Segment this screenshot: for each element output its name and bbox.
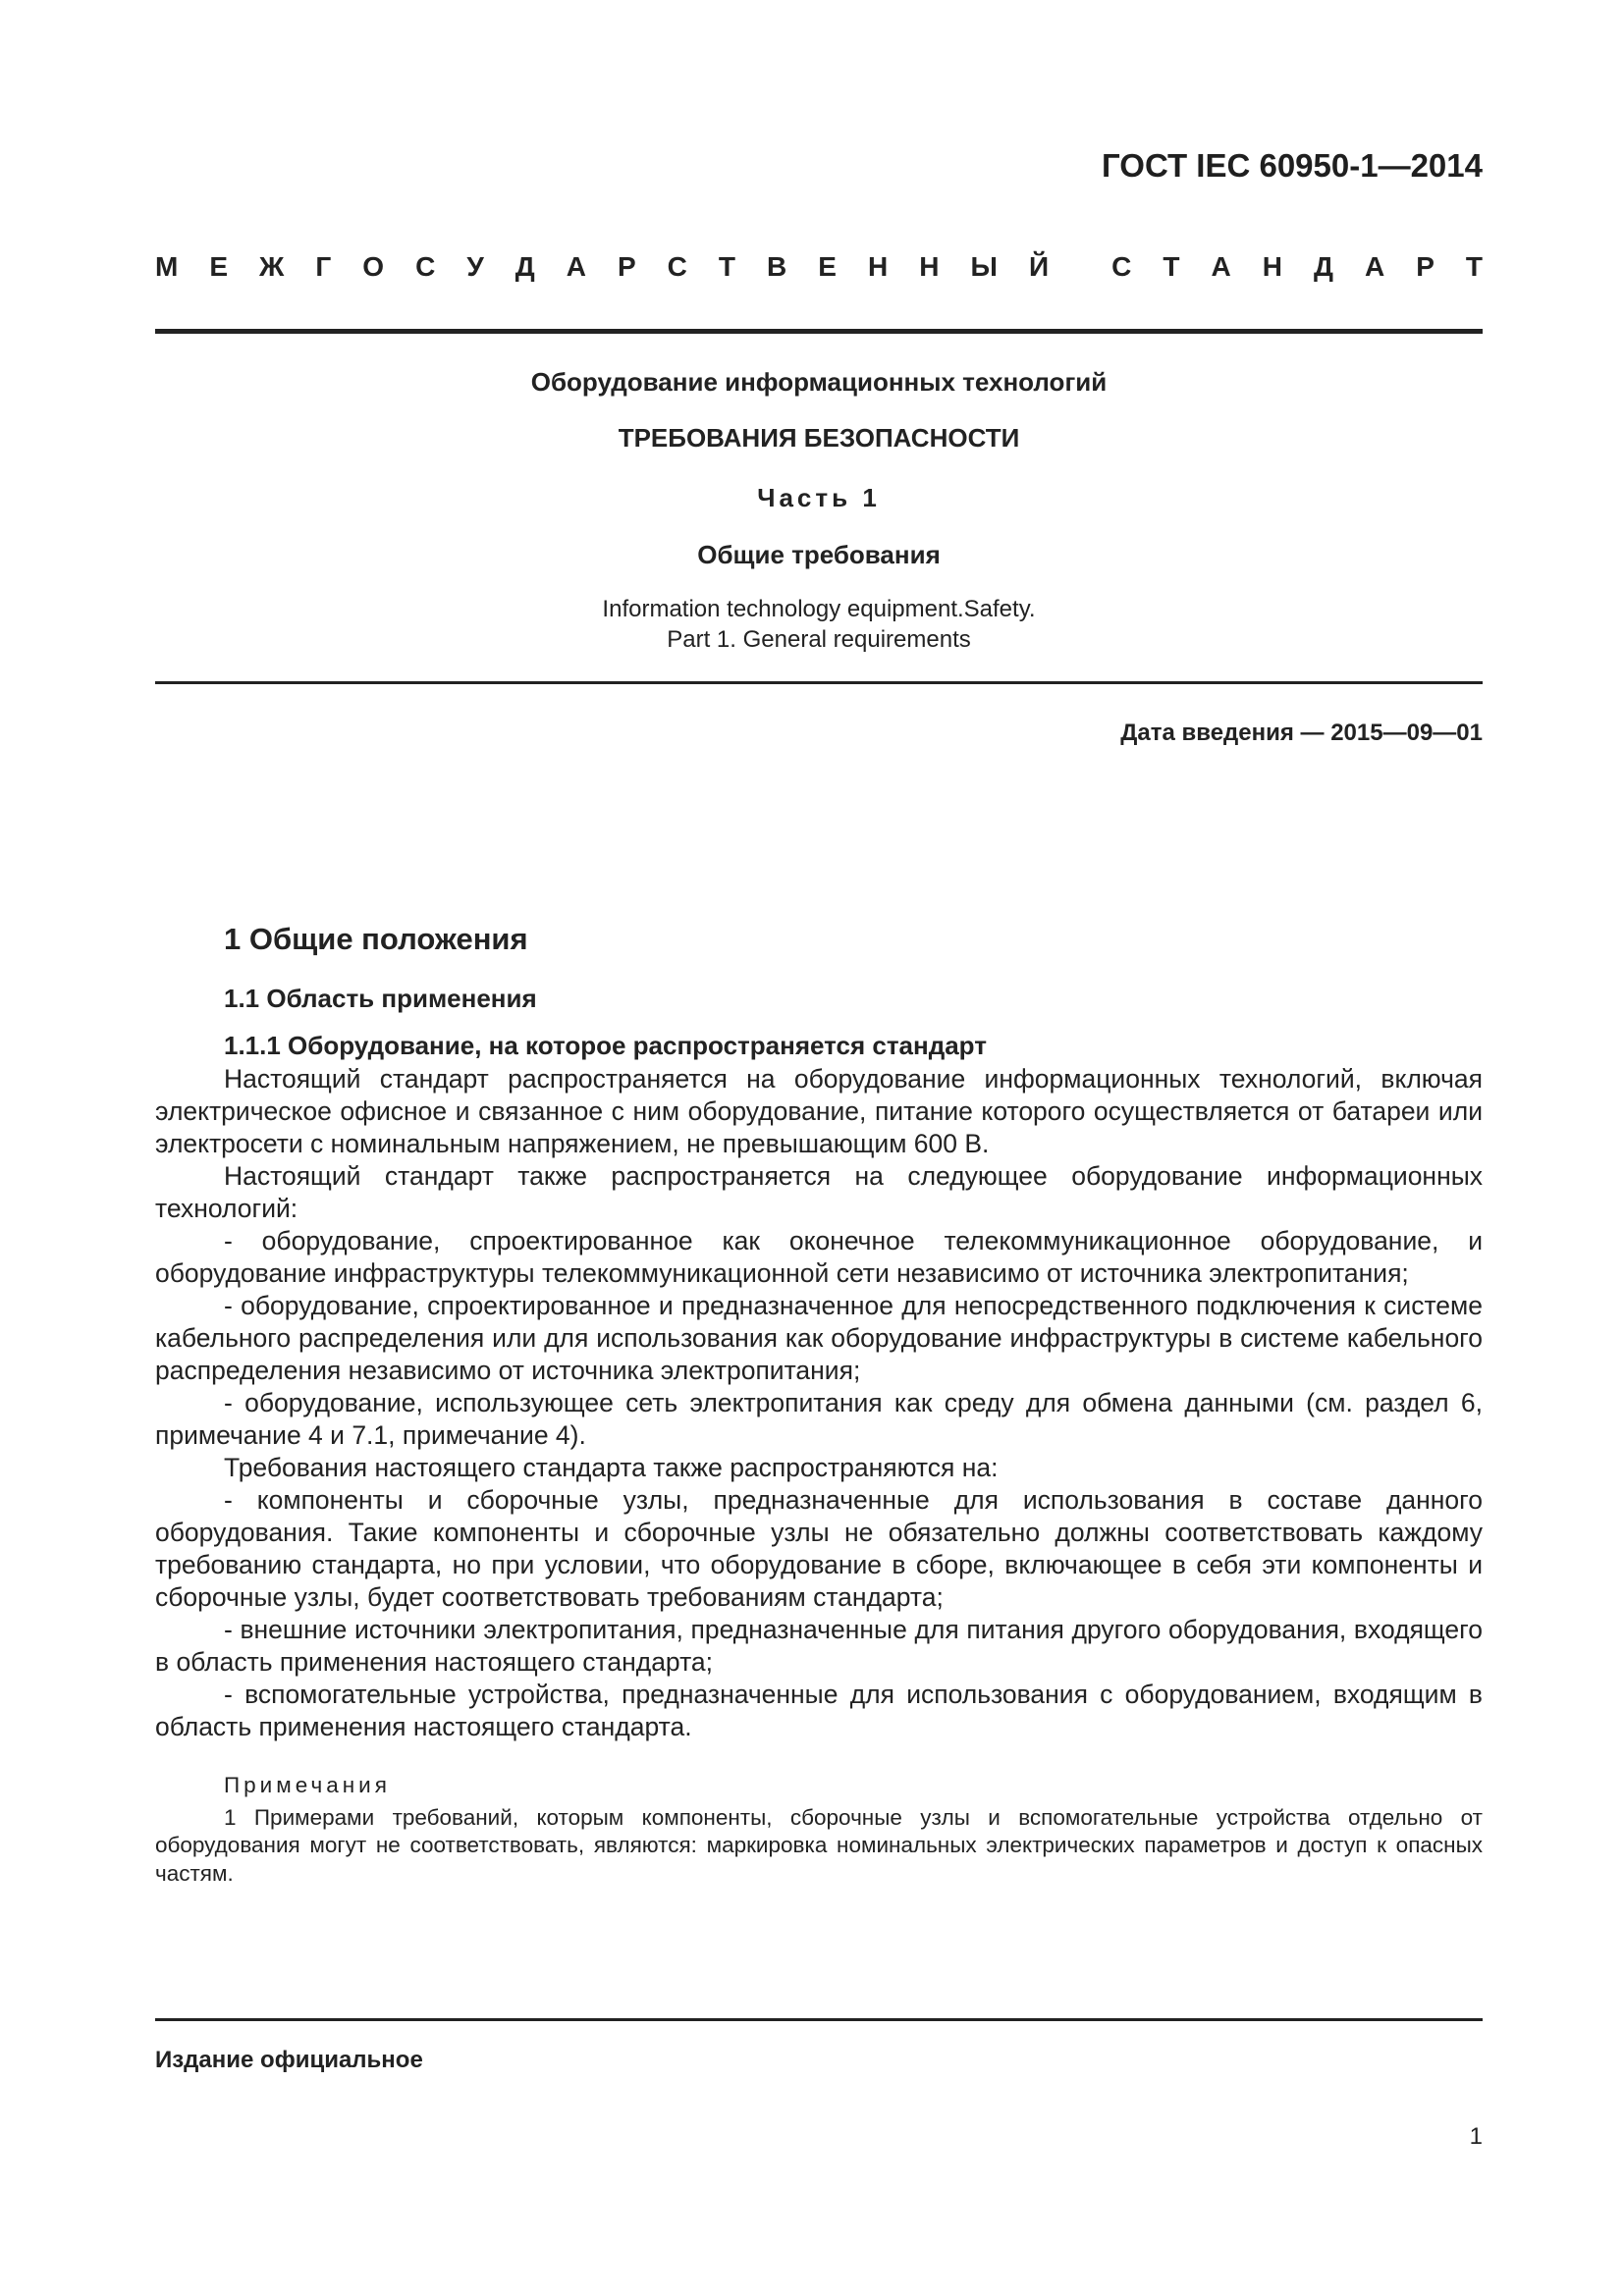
standard-type-letter: Ж bbox=[259, 251, 285, 282]
standard-type-letter: Ы bbox=[970, 251, 998, 282]
standard-type-letter: А bbox=[1211, 251, 1231, 282]
note-item: 1 Примерами требований, которым компоненты, сборочные узлы и вспомогательные устройства отдельно от оборудования могут не соответствовать, являются: маркировка номинальных электрических параметров и доступ к опасных частям. bbox=[155, 1804, 1483, 1886]
body-list-item: - оборудование, спроектированное как оконечное телекоммуникационное оборудование, и оборудование инфраструктуры телекоммуникационной сети независимо от источника электропитания; bbox=[155, 1226, 1483, 1288]
title-line-2: ТРЕБОВАНИЯ БЕЗОПАСНОСТИ bbox=[618, 423, 1020, 453]
standard-type-letter: У bbox=[466, 251, 484, 282]
subsection-heading: 1.1 Область применения bbox=[224, 984, 537, 1013]
body-list-item: - компоненты и сборочные узлы, предназначенные для использования в составе данного оборудования. Такие компоненты и сборочные узлы не обязательно должны соответствовать каждому требованию стандарта, но при условии, что оборудование в сборе, включающее в себя эти компоненты и сборочные узлы, будет соответствовать требованиям стандарта; bbox=[155, 1485, 1483, 1612]
standard-type-letter: О bbox=[362, 251, 385, 282]
standard-type-letter: Т bbox=[1163, 251, 1180, 282]
notes-block bbox=[155, 1772, 1483, 1888]
standard-type-letter: М bbox=[155, 251, 179, 282]
standard-code: ГОСТ IEC 60950-1—2014 bbox=[1102, 147, 1483, 184]
standard-type-letter: С bbox=[667, 251, 687, 282]
body-paragraph: Настоящий стандарт также распространяется на следующее оборудование информационных технологий: bbox=[155, 1161, 1483, 1223]
english-title-line-2: Part 1. General requirements bbox=[667, 626, 971, 653]
body-list-item: - оборудование, спроектированное и предназначенное для непосредственного подключения к системе кабельного распределения или для использования как оборудование инфраструктуры в системе кабельного распределения независимо от источника электропитания; bbox=[155, 1291, 1483, 1385]
standard-type-letter: А bbox=[1364, 251, 1385, 282]
english-title bbox=[155, 594, 1483, 655]
standard-type-letter: Т bbox=[1465, 251, 1483, 282]
standard-type-letter: С bbox=[415, 251, 436, 282]
standard-type-letter: В bbox=[767, 251, 787, 282]
standard-type-letter: Г bbox=[315, 251, 332, 282]
notes-title: Примечания bbox=[224, 1773, 391, 1797]
standard-type-letter: Р bbox=[617, 251, 636, 282]
english-title-line-1: Information technology equipment.Safety. bbox=[602, 596, 1036, 622]
title-line-1: Оборудование информационных технологий bbox=[530, 367, 1108, 397]
clause-body bbox=[155, 1063, 1483, 1743]
standard-type-letter: Й bbox=[1028, 251, 1050, 282]
clause-heading: 1.1.1 Оборудование, на которое распространяется стандарт bbox=[224, 1031, 987, 1060]
body-paragraph: Настоящий стандарт распространяется на оборудование информационных технологий, включая электрическое офисное и связанное с ним оборудование, питание которого осуществляется от батареи или электросети с номинальным напряжением, не превышающим 600 В. bbox=[155, 1064, 1483, 1158]
body-list-item: - внешние источники электропитания, предназначенные для питания другого оборудования, входящего в область применения настоящего стандарта; bbox=[155, 1615, 1483, 1677]
standard-type-letter: Н bbox=[868, 251, 889, 282]
bottom-divider bbox=[155, 2018, 1483, 2021]
edition-label: Издание официальное bbox=[155, 2047, 423, 2073]
standard-type-letter: С bbox=[1111, 251, 1132, 282]
standard-type-letter: Е bbox=[209, 251, 229, 282]
standard-type-letter: Д bbox=[514, 251, 535, 282]
section-heading: 1 Общие положения bbox=[224, 922, 528, 956]
body-list-item: - оборудование, использующее сеть электропитания как среду для обмена данными (см. раздел 6, примечание 4 и 7.1, примечание 4). bbox=[155, 1388, 1483, 1450]
standard-type-letter: Н bbox=[919, 251, 940, 282]
standard-type-letter: Д bbox=[1313, 251, 1333, 282]
standard-type-heading bbox=[155, 251, 1483, 287]
body-paragraph: Требования настоящего стандарта также распространяются на: bbox=[224, 1453, 999, 1482]
title-part: Часть 1 bbox=[757, 483, 881, 512]
standard-type-letter: А bbox=[566, 251, 586, 282]
standard-type-letter: Р bbox=[1416, 251, 1435, 282]
standard-type-letter: Е bbox=[818, 251, 837, 282]
standard-type-letter: Н bbox=[1262, 251, 1282, 282]
page-number: 1 bbox=[1469, 2123, 1483, 2150]
introduction-date: Дата введения — 2015—09—01 bbox=[1120, 720, 1483, 746]
standard-type-letter: Т bbox=[718, 251, 736, 282]
body-list-item: - вспомогательные устройства, предназначенные для использования с оборудованием, входящим в область применения настоящего стандарта. bbox=[155, 1680, 1483, 1741]
middle-divider bbox=[155, 681, 1483, 684]
top-divider bbox=[155, 329, 1483, 334]
title-subtitle: Общие требования bbox=[697, 540, 941, 569]
